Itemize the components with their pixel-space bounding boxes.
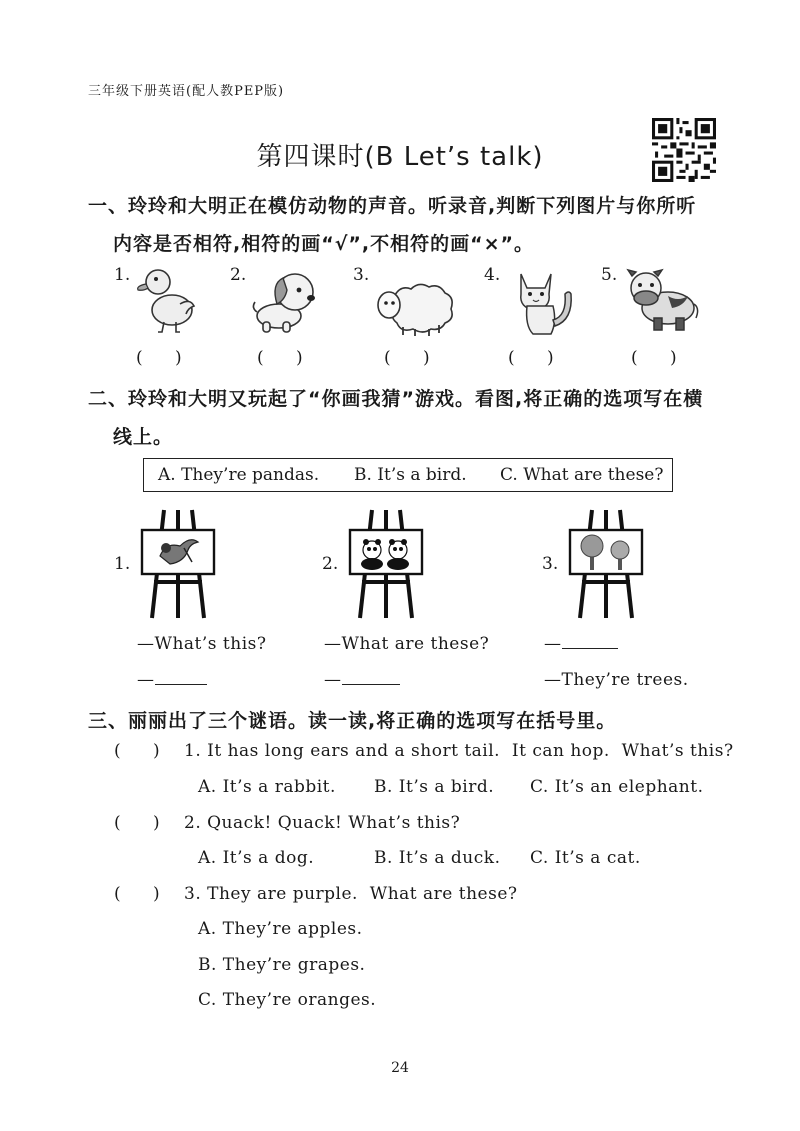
- cow-icon: [624, 264, 700, 334]
- s1-item-2-answer[interactable]: ( ): [257, 348, 303, 368]
- s3-q3-answer[interactable]: ( ): [114, 884, 160, 904]
- book-header: 三年级下册英语(配人教PEP版): [88, 84, 285, 99]
- page-number: 24: [391, 1060, 409, 1076]
- easel-2: [346, 508, 426, 620]
- s1-item-5-answer[interactable]: ( ): [631, 348, 677, 368]
- s3-q2-option-a: A. It’s a dog.: [198, 848, 315, 868]
- s2-item-3-line1: —: [544, 634, 618, 654]
- s2-item-2-line2: —: [324, 670, 400, 690]
- option-b: B. It’s a bird.: [354, 465, 467, 485]
- section2-title-cont: 线上。: [113, 426, 174, 448]
- duck-icon: [134, 262, 198, 336]
- dog-icon: [249, 268, 323, 334]
- easel-1: [138, 508, 218, 620]
- option-c: C. What are these?: [500, 465, 664, 485]
- s2-item-1-line2: —: [137, 670, 207, 690]
- options-box: [143, 458, 673, 492]
- s1-item-2-num: 2.: [230, 265, 247, 285]
- s2-item-2-blank[interactable]: [342, 684, 400, 685]
- s2-item-3-num: 3.: [542, 554, 559, 574]
- s2-item-1-blank[interactable]: [155, 684, 207, 685]
- section1-title: 一、玲玲和大明正在模仿动物的声音。听录音,判断下列图片与你所听: [88, 195, 697, 217]
- s2-item-3-line2: —They’re trees.: [544, 670, 689, 690]
- s2-item-2-num: 2.: [322, 554, 339, 574]
- s3-q1-text: 1. It has long ears and a short tail. It can hop. What’s this?: [184, 741, 734, 761]
- s3-q3-option-b: B. They’re grapes.: [198, 955, 366, 975]
- s2-item-3-blank[interactable]: [562, 648, 618, 649]
- page-title: 第四课时(B Let’s talk): [256, 142, 544, 172]
- s3-q1-option-c: C. It’s an elephant.: [530, 777, 704, 797]
- s3-q1-answer[interactable]: ( ): [114, 741, 160, 761]
- s3-q1-option-a: A. It’s a rabbit.: [198, 777, 336, 797]
- s1-item-4-num: 4.: [484, 265, 501, 285]
- s3-q2-answer[interactable]: ( ): [114, 813, 160, 833]
- cat-icon: [511, 266, 575, 338]
- s1-item-3-num: 3.: [353, 265, 370, 285]
- s2-item-1-num: 1.: [114, 554, 131, 574]
- s1-item-1-num: 1.: [114, 265, 131, 285]
- s1-item-1-answer[interactable]: ( ): [136, 348, 182, 368]
- s3-q3-option-a: A. They’re apples.: [198, 919, 363, 939]
- s1-item-5-num: 5.: [601, 265, 618, 285]
- s1-item-4-answer[interactable]: ( ): [508, 348, 554, 368]
- s3-q3-option-c: C. They’re oranges.: [198, 990, 377, 1010]
- s3-q2-option-c: C. It’s a cat.: [530, 848, 641, 868]
- section2-title: 二、玲玲和大明又玩起了“你画我猜”游戏。看图,将正确的选项写在横: [88, 388, 704, 410]
- section3-title: 三、丽丽出了三个谜语。读一读,将正确的选项写在括号里。: [88, 710, 617, 732]
- s1-item-3-answer[interactable]: ( ): [384, 348, 430, 368]
- s3-q1-option-b: B. It’s a bird.: [374, 777, 495, 797]
- s2-item-2-line1: —What are these?: [324, 634, 490, 654]
- s2-item-1-line1: —What’s this?: [137, 634, 267, 654]
- s3-q3-text: 3. They are purple. What are these?: [184, 884, 518, 904]
- qr-code-icon: [652, 118, 716, 182]
- sheep-icon: [373, 277, 455, 337]
- section1-title-cont: 内容是否相符,相符的画“√”,不相符的画“×”。: [113, 233, 534, 255]
- easel-3: [566, 508, 646, 620]
- option-a: A. They’re pandas.: [158, 465, 320, 485]
- s3-q2-option-b: B. It’s a duck.: [374, 848, 501, 868]
- s3-q2-text: 2. Quack! Quack! What’s this?: [184, 813, 461, 833]
